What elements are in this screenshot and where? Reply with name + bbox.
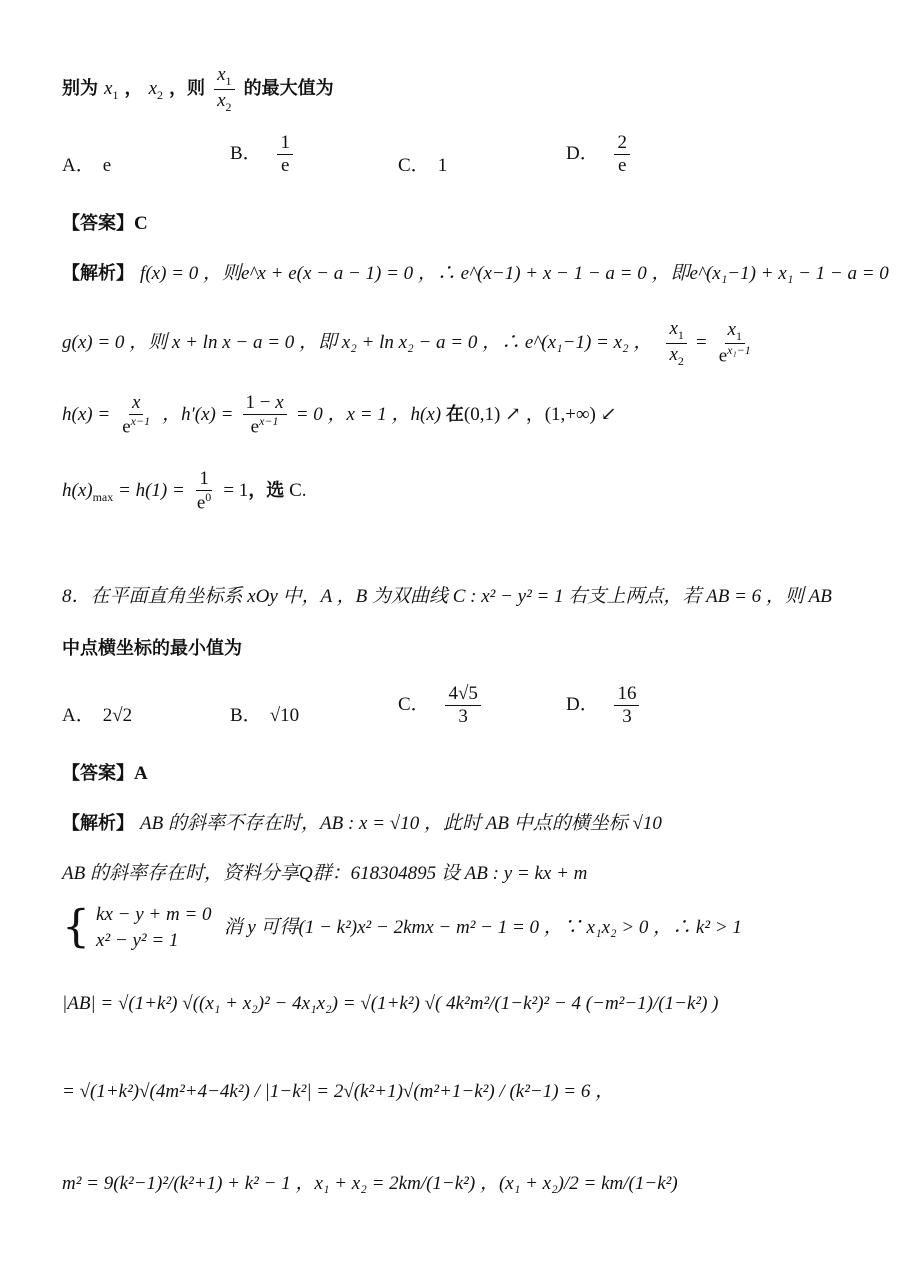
q7-stem: 别为 $x_1$ ， $x_2$ ，则 $\frac{x_1}{x_2}$ 的最大值为	[62, 64, 334, 114]
q7-analysis-line-3: h(x) = $\frac{x}{e^{x-1}}$ ，h′(x) = $\frac{1 - x}{e^{x-1}}$ = 0 ，x = 1 ，h(x) 在(0,1) ↗ ，(1,+∞) ↙	[62, 392, 617, 438]
q8-analysis-line-2: AB 的斜率存在时，资料分享Q群：618304895 设 AB : y = kx + m	[62, 863, 588, 884]
q8-ab-length: |AB| = √(1+k²) √((x₁ + x₂)² − 4x₁x₂) = √(1+k²) √( 4k²m²/(1−k²)² − 4 (−m²−1)/(1−k²) )	[62, 993, 719, 1014]
q8-equation-system: kx − y + m = 0 x² − y² = 1	[96, 904, 212, 951]
q7-x2: $x_2$	[148, 78, 164, 102]
q8-option-c: C． $\frac{4√5}{3}$	[398, 683, 484, 728]
q8-stem-line-2: 中点横坐标的最小值为	[62, 638, 242, 659]
q7-analysis-line-1: 【解析】 f(x) = 0 ，则e^x + e(x − a − 1) = 0 ，∴ e^(x−1) + x − 1 − a = 0 ，即e^(x₁−1) + x₁ − 1 − a = 0	[62, 263, 889, 284]
q8-option-b: B． √10	[230, 705, 300, 726]
q8-equals-six: = √(1+k²)√(4m²+4−4k²) / |1−k²| = 2√(k²+1)√(m²+1−k²) / (k²−1) = 6 ，	[62, 1081, 615, 1102]
q7-analysis-line-2: g(x) = 0 ，则 x + ln x − a = 0 ，即 x₂ + ln x₂ − a = 0 ，∴ e^(x₁−1) = x₂ ， $\frac{x_1}{x_2}$ = $\frac{x_1}{e^{x_1-1}}$	[62, 318, 751, 368]
q7-x1: $x_1$	[104, 78, 119, 102]
q8-m-squared: m² = 9(k²−1)²/(k²+1) + k² − 1 ，x₁ + x₂ = 2km/(1−k²) ，(x₁ + x₂)/2 = km/(1−k²)	[62, 1173, 678, 1194]
q7-ratio: $\frac{x_1}{x_2}$	[214, 64, 234, 114]
q7-analysis-line-4: $h(x)_{max} = h(1)$ = $\frac{1}{e^0}$ = 1，选 C.	[62, 468, 307, 514]
q8-answer: 【答案】A	[62, 763, 148, 784]
q8-system: { kx − y + m = 0 x² − y² = 1 消 y 可得(1 − k²)x² − 2kmx − m² − 1 = 0 ，∵ x₁x₂ > 0 ，∴ k² > 1	[62, 901, 742, 953]
q7-option-a: A． e	[62, 155, 112, 176]
q7-answer: 【答案】C	[62, 213, 148, 234]
q7-option-d: D． $\frac{2}{e}$	[566, 132, 633, 177]
q7-stem-text: 别为	[62, 78, 98, 100]
q8-option-a: A． 2√2	[62, 705, 133, 726]
q7-option-b: B． $\frac{1}{e}$	[230, 132, 296, 177]
q8-option-d: D． $\frac{16}{3}$	[566, 683, 642, 728]
q7-option-c: C． 1	[398, 155, 448, 176]
q8-analysis-line-1: 【解析】 AB 的斜率不存在时，AB : x = √10 ，此时 AB 中点的横坐标 √10	[62, 813, 662, 834]
q8-stem-line-1: 8．在平面直角坐标系 xOy 中，A ，B 为双曲线 C : x² − y² = 1 右支上两点，若 AB = 6 ，则 AB	[62, 586, 832, 607]
